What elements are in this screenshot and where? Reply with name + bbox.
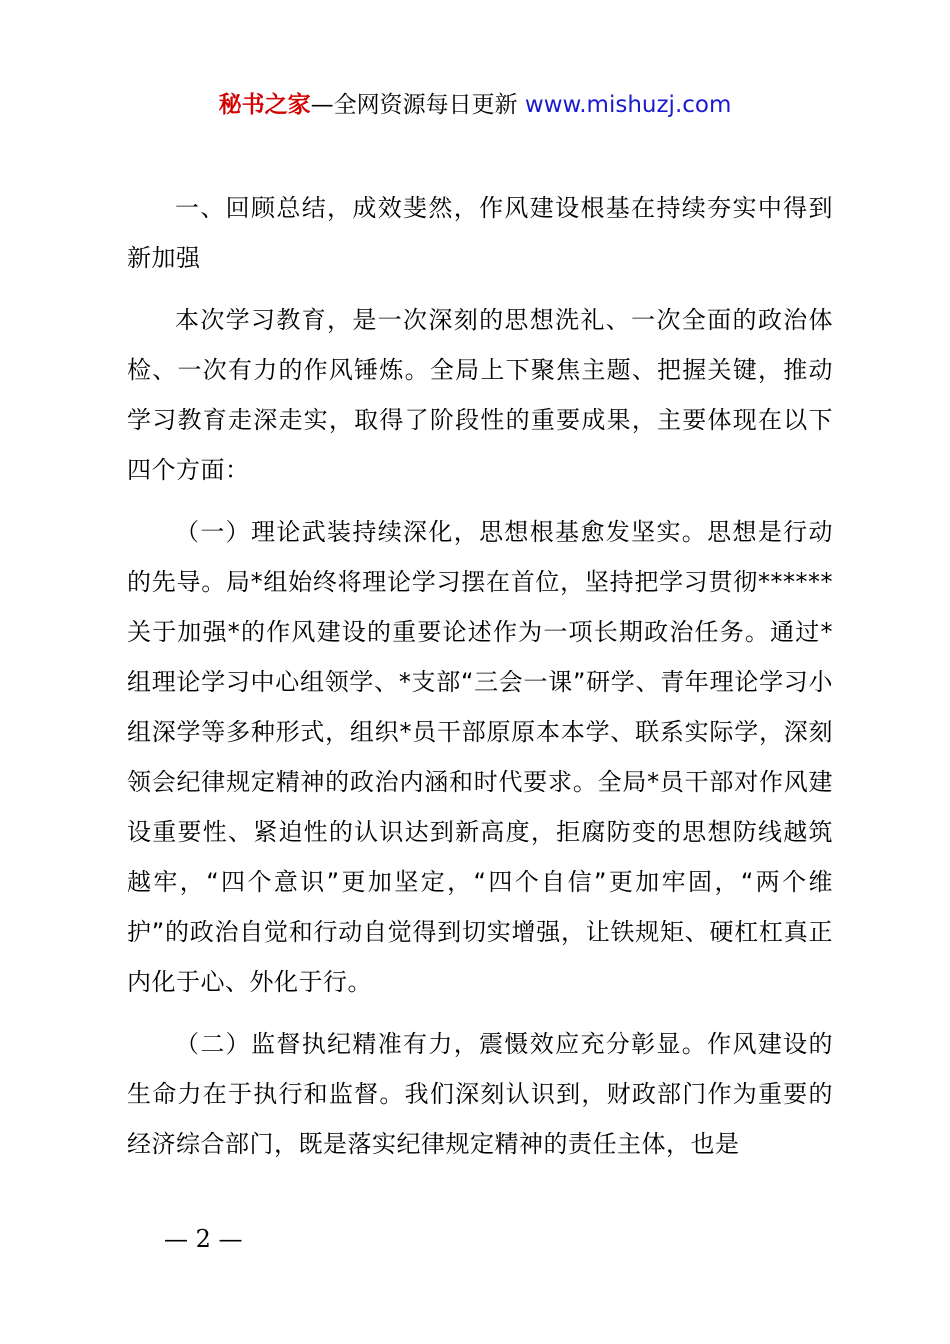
header-tagline: —全网资源每日更新 xyxy=(310,92,518,118)
header-url: www.mishuzj.com xyxy=(524,92,732,118)
paragraph-supervision: （二）监督执纪精准有力，震慑效应充分彰显。作风建设的生命力在于执行和监督。我们深刻认识到，财政部门作为重要的经济综合部门，既是落实纪律规定精神的责任主体，也是 xyxy=(127,1030,833,1158)
intro-paragraph: 本次学习教育，是一次深刻的思想洗礼、一次全面的政治体检、一次有力的作风锤炼。全局上下聚焦主题、把握关键，推动学习教育走深走实，取得了阶段性的重要成果，主要体现在以下四个方面： xyxy=(127,306,833,484)
paragraph-theory: （一）理论武装持续深化，思想根基愈发坚实。思想是行动的先导。局*组始终将理论学习摆在首位，坚持把学习贯彻******关于加强*的作风建设的重要论述作为一项长期政治任务。通过*组理论学习中心组领学、*支部“三会一课”研学、青年理论学习小组深学等多种形式，组织*员干部原原本本学、联系实际学，深刻领会纪律规定精神的政治内涵和时代要求。全局*员干部对作风建设重要性、紧迫性的认识达到新高度，拒腐防变的思想防线越筑越牢，“四个意识”更加坚定，“四个自信”更加牢固，“两个维护”的政治自觉和行动自觉得到切实增强，让铁规矩、硬杠杠真正内化于心、外化于行。 xyxy=(127,518,833,996)
brand-name: 秘书之家 xyxy=(218,92,311,118)
page-number: — 2 — xyxy=(164,1225,243,1253)
section-heading: 一、回顾总结，成效斐然，作风建设根基在持续夯实中得到新加强 xyxy=(127,194,833,272)
document-body xyxy=(127,183,833,1181)
site-watermark-header xyxy=(0,88,950,122)
